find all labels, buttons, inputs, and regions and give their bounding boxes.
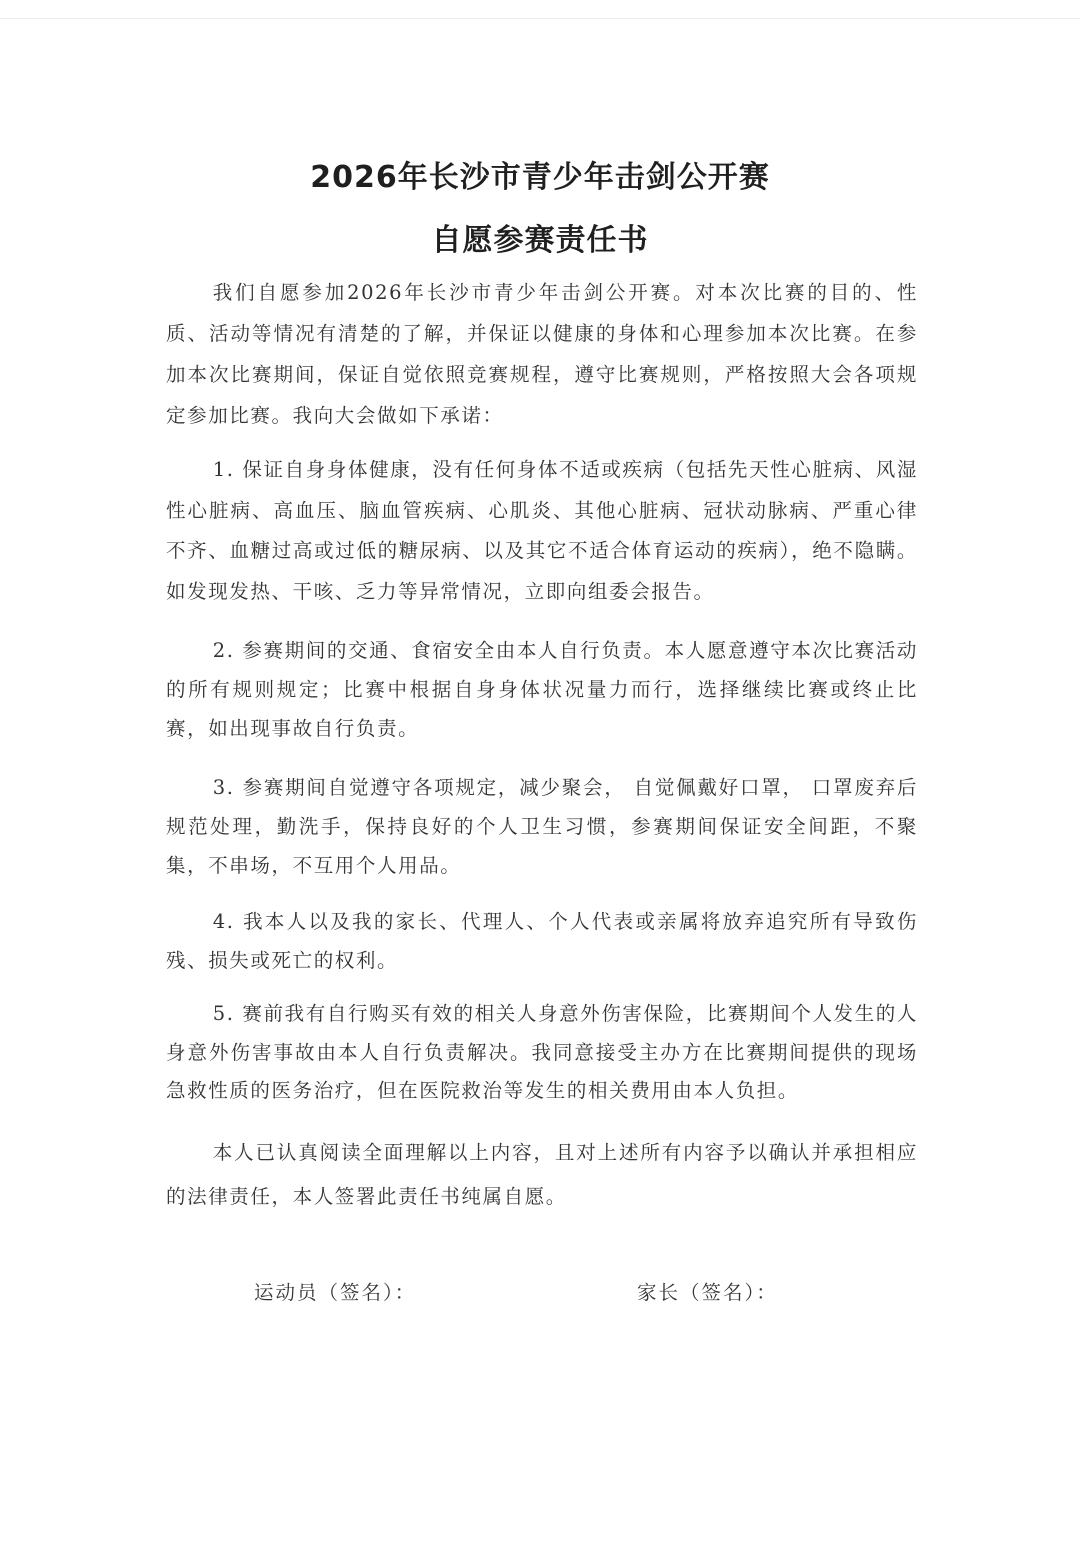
clause-1: 1. 保证自身身体健康，没有任何身体不适或疾病（包括先天性心脏病、风湿性心脏病、高血压、脑血管疾病、心肌炎、其他心脏病、冠状动脉病、严重心律不齐、血糖过高或过低的糖尿病、以及其它不适合体育运动的疾病），绝不隐瞒。如发现发热、干咳、乏力等异常情况，立即向组委会报告。 [166, 458, 918, 603]
clause-4: 4. 我本人以及我的家长、代理人、个人代表或亲属将放弃追究所有导致伤残、损失或死亡的权利。 [166, 910, 918, 972]
parent-signature-label: 家长（签名）： [637, 1281, 778, 1304]
clause-5: 5. 赛前我有自行购买有效的相关人身意外伤害保险，比赛期间个人发生的人身意外伤害事故由本人自行负责解决。我同意接受主办方在比赛期间提供的现场急救性质的医务治疗，但在医院救治等发生的相关费用由本人负担。 [166, 1002, 918, 1102]
clause-3: 3. 参赛期间自觉遵守各项规定，减少聚会， 自觉佩戴好口罩， 口罩废弃后规范处理，勤洗手，保持良好的个人卫生习惯，参赛期间保证安全间距，不聚集，不串场，不互用个人用品。 [166, 776, 918, 877]
confirmation-paragraph: 本人已认真阅读全面理解以上内容，且对上述所有内容予以确认并承担相应的法律责任，本人签署此责任书纯属自愿。 [166, 1141, 918, 1208]
clause-2: 2. 参赛期间的交通、食宿安全由本人自行负责。本人愿意遵守本次比赛活动的所有规则规定；比赛中根据自身身体状况量力而行，选择继续比赛或终止比赛，如出现事故自行负责。 [166, 639, 918, 740]
intro-paragraph: 我们自愿参加2026年长沙市青少年击剑公开赛。对本次比赛的目的、性质、活动等情况有清楚的了解，并保证以健康的身体和心理参加本次比赛。在参加本次比赛期间，保证自觉依照竞赛规程，遵守比赛规则，严格按照大会各项规定参加比赛。我向大会做如下承诺： [166, 281, 918, 427]
top-divider [0, 18, 1080, 19]
document-title: 2026年长沙市青少年击剑公开赛 [310, 160, 770, 195]
document-subtitle: 自愿参赛责任书 [431, 223, 649, 258]
athlete-signature-label: 运动员（签名）： [254, 1281, 417, 1304]
